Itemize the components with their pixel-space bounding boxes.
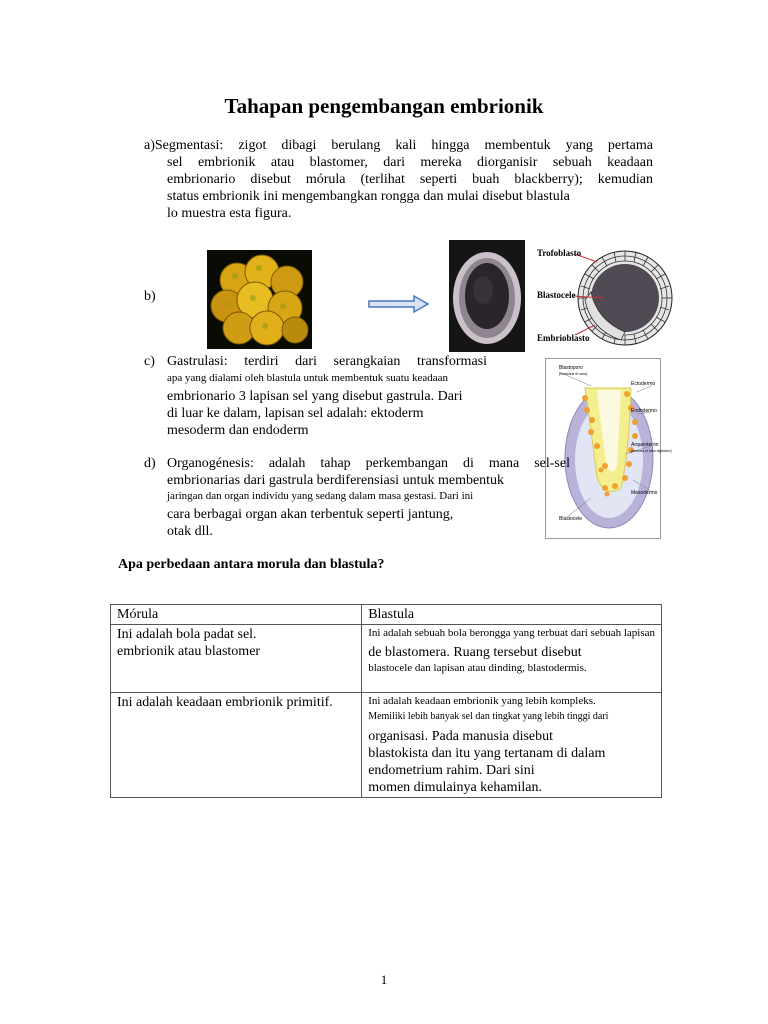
blastocele-label: Blastocele <box>537 290 576 300</box>
section-d-line2: embrionarias dari gastrula berdiferensiasi untuk membentuk <box>167 473 505 488</box>
section-a-line3: embrionario disebut mórula (terlihat seperti buah blackberry); kemudian <box>167 172 653 187</box>
table-row <box>111 693 662 798</box>
section-d-line3: jaringan dan organ individu yang sedang dalam masa gestasi. Dari ini <box>167 490 474 502</box>
table-row <box>111 625 662 693</box>
table-header-blastula: Blastula <box>362 605 662 625</box>
table-header-row <box>111 605 662 625</box>
mesodermo-label: Mesodermo <box>631 490 658 496</box>
ectodermo-label: Ectodermo <box>631 381 656 387</box>
cell-text: blastocele dan lapisan atau dinding, blastodermis. <box>368 662 587 674</box>
section-a-line1: a)Segmentasi: zigot dibagi berulang kali hingga membentuk yang pertama <box>144 138 653 153</box>
comparison-table <box>110 604 662 798</box>
cell-text: organisasi. Pada manusia disebut <box>368 729 554 744</box>
cell-text: Memiliki lebih banyak sel dan tingkat yang lebih tinggi dari <box>368 711 609 722</box>
section-a-line5: lo muestra esta figura. <box>167 206 292 221</box>
blastula-ring <box>578 251 672 345</box>
question-heading: Apa perbedaan antara morula dan blastula? <box>118 557 385 572</box>
section-c-line5: mesoderm dan endoderm <box>167 423 309 438</box>
section-c-label: c) <box>144 354 155 369</box>
section-c-line3: embrionario 3 lapisan sel yang disebut gastrula. Dari <box>167 389 463 404</box>
arquenteron-sub-label: (formará el tubo digestivo) <box>631 449 672 453</box>
trofoblasto-label: Trofoblasto <box>537 248 582 258</box>
table-cell <box>111 693 362 798</box>
page-title: Tahapan pengembangan embrionik <box>224 94 544 118</box>
table-cell <box>362 693 662 798</box>
gastrula-diagram <box>545 358 672 539</box>
blastoporo-sub-label: (formará el ano) <box>559 371 588 376</box>
arquenteron-label: Arquenterón <box>631 442 659 448</box>
table-cell <box>111 625 362 693</box>
cell-text: de blastomera. Ruang tersebut disebut <box>368 645 582 660</box>
blastula-micrograph <box>449 240 525 352</box>
section-d-line5: otak dll. <box>167 524 213 539</box>
cell-text: momen dimulainya kehamilan. <box>368 780 542 795</box>
embrioblasto-label: Embrioblasto <box>537 333 590 343</box>
section-d-label: d) <box>144 456 156 471</box>
cell-text: Ini adalah keadaan embrionik yang lebih kompleks. <box>368 695 596 707</box>
table-header-morula: Mórula <box>111 605 362 625</box>
blastula-diagram <box>535 240 675 352</box>
cell-text: embrionik atau blastomer <box>117 644 261 659</box>
section-c-line1: Gastrulasi: terdiri dari serangkaian transformasi <box>167 354 487 369</box>
cell-text: endometrium rahim. Dari sini <box>368 763 535 778</box>
section-d-line4: cara berbagai organ akan terbentuk seperti jantung, <box>167 507 454 522</box>
cell-text: blastokista dan itu yang tertanam di dalam <box>368 746 606 761</box>
section-c-line4: di luar ke dalam, lapisan sel adalah: ektoderm <box>167 406 424 421</box>
morula-image <box>207 250 312 349</box>
table-cell <box>362 625 662 693</box>
blastocele-gastrula-label: Blastocele <box>559 516 583 522</box>
section-a-line4: status embrionik ini mengembangkan rongga dan mulai disebut blastula <box>167 189 570 204</box>
section-c-line2: apa yang dialami oleh blastula untuk membentuk suatu keadaan <box>167 372 449 384</box>
page-number: 1 <box>380 972 388 987</box>
cell-text: Ini adalah sebuah bola berongga yang terbuat dari sebuah lapisan <box>368 627 655 639</box>
blastoporo-label: Blastoporo <box>559 365 583 371</box>
section-b-label: b) <box>144 289 156 304</box>
right-arrow-icon <box>368 295 430 313</box>
section-a-line2: sel embrionik atau blastomer, dari mereka diorganisir sebuah keadaan <box>167 155 653 170</box>
section-d-line1: Organogénesis: adalah tahap perkembangan di mana sel-sel <box>167 456 570 471</box>
cell-text: Ini adalah bola padat sel. <box>117 627 257 642</box>
endodermo-label: Endodermo <box>631 408 657 414</box>
cell-text: Ini adalah keadaan embrionik primitif. <box>117 695 333 710</box>
